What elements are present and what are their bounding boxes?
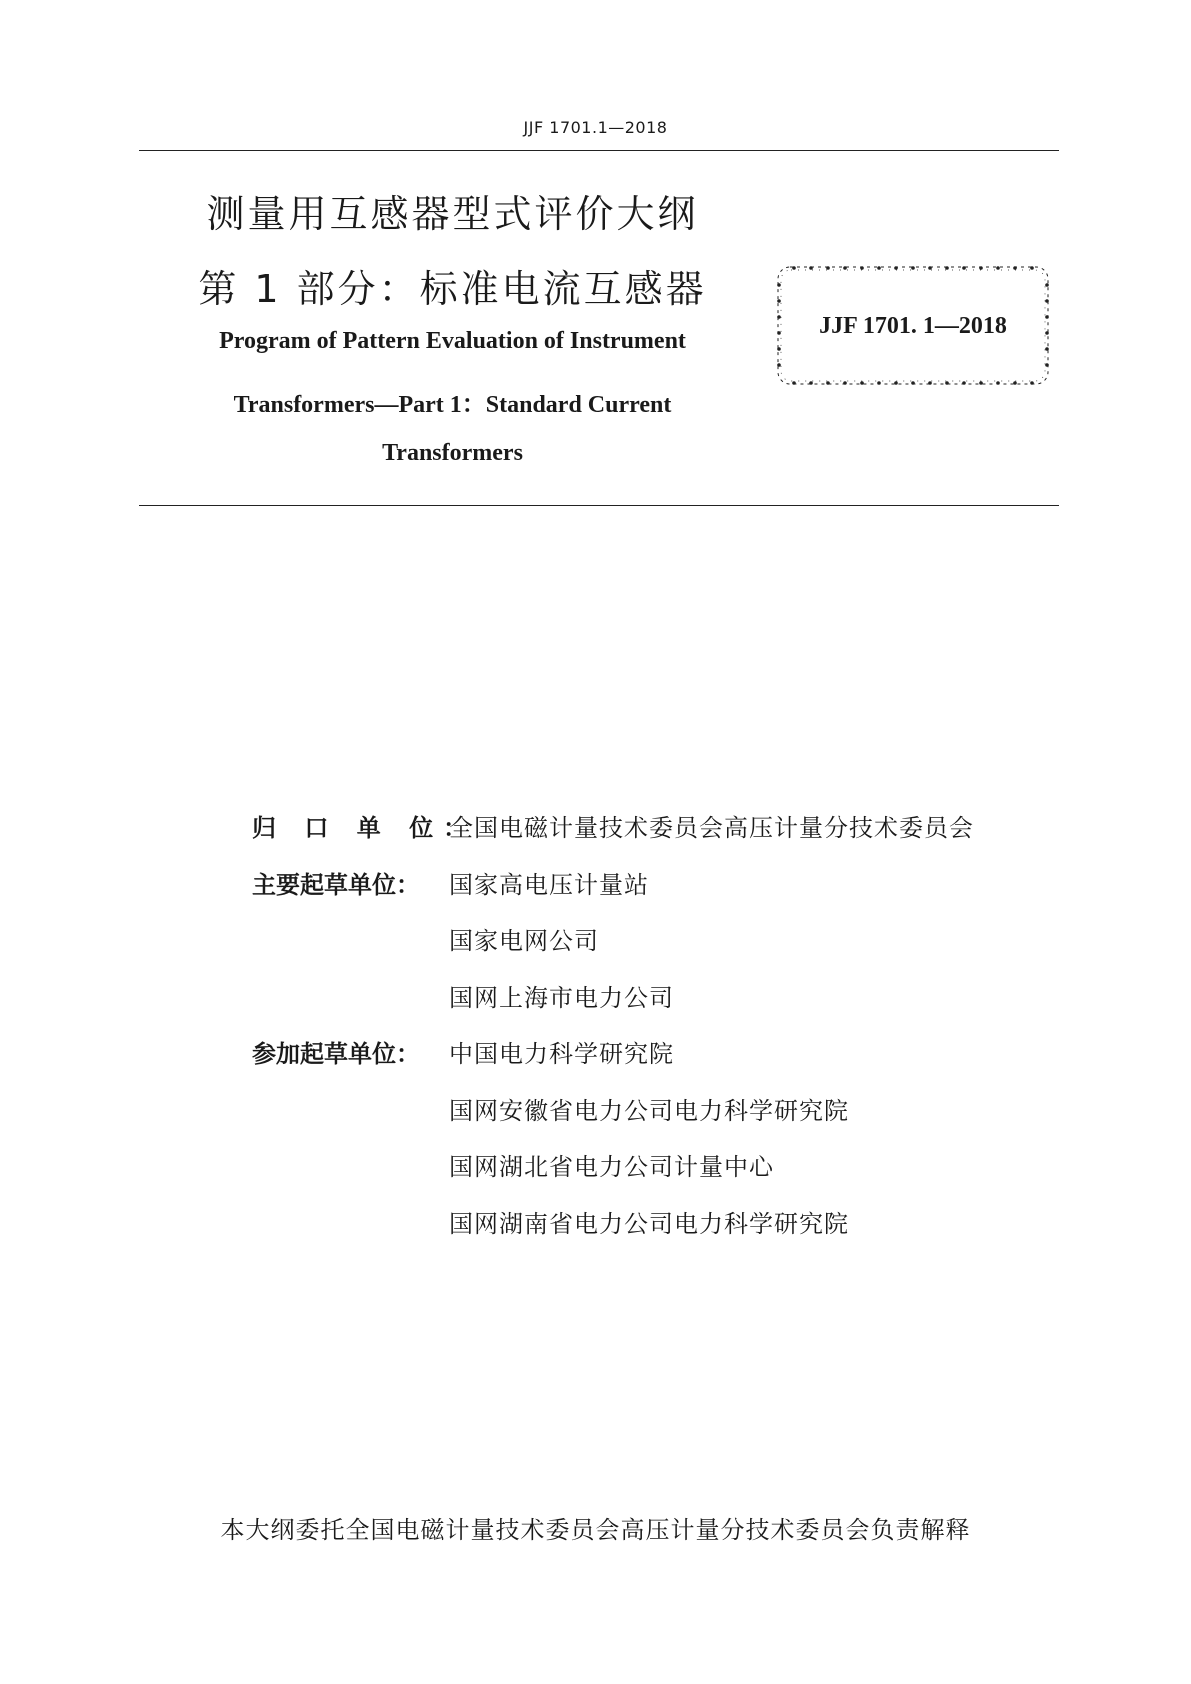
border-dot — [792, 381, 796, 385]
border-dot — [860, 266, 864, 270]
responsible-unit-value: 全国电磁计量技术委员会高压计量分技术委员会 — [449, 814, 974, 842]
border-dot — [777, 283, 781, 287]
border-dot — [962, 266, 966, 270]
participating-drafters-label: 参加起草单位： — [252, 1040, 420, 1068]
border-dot — [996, 381, 1000, 385]
border-dot — [979, 266, 983, 270]
main-drafter-value: 国家高电压计量站 — [449, 870, 649, 899]
main-drafter-row — [252, 857, 974, 914]
border-dot — [843, 266, 847, 270]
main-drafter-value: 国网上海市电力公司 — [449, 983, 674, 1012]
responsible-unit-label: 归 口 单 位： — [252, 814, 478, 842]
participating-drafter-value: 中国电力科学研究院 — [449, 1040, 674, 1068]
border-dot — [792, 266, 796, 270]
main-drafter-value: 国家电网公司 — [449, 927, 599, 955]
border-dot — [826, 266, 830, 270]
border-dot — [928, 266, 932, 270]
border-dot — [911, 381, 915, 385]
participating-drafter-value: 国网安徽省电力公司电力科学研究院 — [449, 1096, 849, 1125]
border-dot — [894, 266, 898, 270]
participating-drafter-value: 国网湖北省电力公司计量中心 — [449, 1153, 774, 1181]
border-dot — [777, 347, 781, 351]
responsible-unit-row — [252, 800, 974, 857]
border-dot — [1045, 299, 1049, 303]
main-drafter-row — [252, 913, 974, 970]
border-dot — [826, 381, 830, 385]
border-dot — [945, 266, 949, 270]
border-dot — [996, 266, 1000, 270]
participating-drafter-row — [252, 1083, 974, 1140]
border-dot — [1045, 283, 1049, 287]
title-chinese-line-1: 测量用互感器型式评价大纲 — [206, 192, 699, 236]
border-dot — [1030, 266, 1034, 270]
border-dot — [962, 381, 966, 385]
border-dot — [911, 266, 915, 270]
border-dot — [809, 381, 813, 385]
main-drafter-row — [252, 970, 974, 1027]
border-dot — [777, 299, 781, 303]
header-rule — [139, 150, 1059, 151]
drafting-units — [252, 800, 974, 1252]
interpretation-note: 本大纲委托全国电磁计量技术委员会高压计量分技术委员会负责解释 — [220, 1516, 971, 1544]
border-dot — [777, 363, 781, 367]
border-dot — [894, 381, 898, 385]
participating-drafter-row — [252, 1196, 974, 1253]
participating-drafter-value: 国网湖南省电力公司电力科学研究院 — [449, 1209, 849, 1238]
border-dot — [1013, 266, 1017, 270]
participating-drafter-row — [252, 1026, 974, 1083]
border-dot — [809, 266, 813, 270]
standard-code-box — [774, 263, 1052, 388]
border-dot — [1030, 381, 1034, 385]
title-english-line-2: Transformers—Part 1：Standard Current — [233, 392, 672, 418]
title-chinese-line-2: 第 1 部分：标准电流互感器 — [198, 267, 707, 311]
border-dot — [877, 381, 881, 385]
main-drafters-label: 主要起草单位： — [252, 870, 420, 899]
border-dot — [979, 381, 983, 385]
participating-drafter-row — [252, 1139, 974, 1196]
standard-code-box-text: JJF 1701. 1—2018 — [819, 313, 1007, 339]
border-dot — [928, 381, 932, 385]
border-dot — [877, 266, 881, 270]
border-dot — [1013, 381, 1017, 385]
border-dot — [843, 381, 847, 385]
border-dot — [945, 381, 949, 385]
title-bottom-rule — [139, 505, 1059, 506]
border-dot — [860, 381, 864, 385]
title-english-line-3: Transformers — [382, 440, 523, 466]
border-dot — [1045, 347, 1049, 351]
title-english-line-1: Program of Pattern Evaluation of Instrument — [219, 328, 686, 354]
border-dot — [1045, 363, 1049, 367]
header-standard-code: JJF 1701.1—2018 — [523, 118, 668, 137]
